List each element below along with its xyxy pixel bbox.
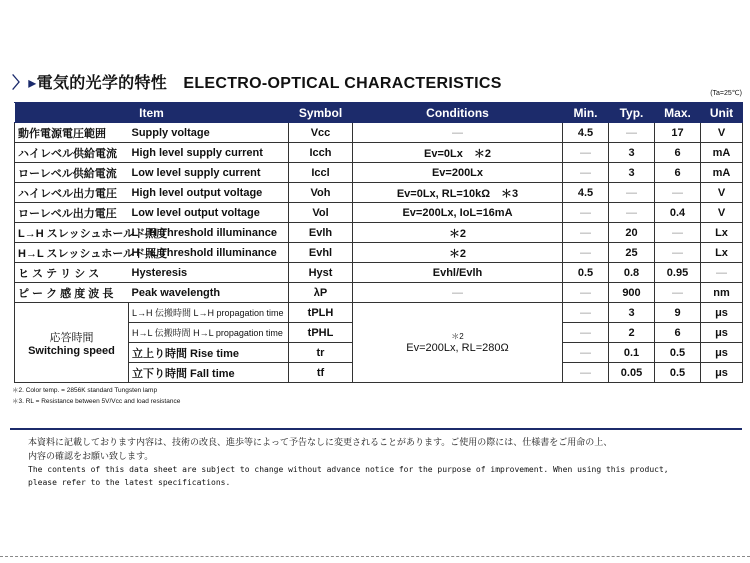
item-jp: ローレベル供給電流 <box>15 163 129 183</box>
cell: λP <box>289 283 353 303</box>
switching-jp: 応答時間 <box>49 331 94 344</box>
cell: 0.5 <box>655 343 701 363</box>
cell: — <box>563 343 609 363</box>
arrow-icon: 〉▸ <box>12 75 37 92</box>
page-bottom-rule <box>0 556 750 557</box>
cell: 0.8 <box>609 263 655 283</box>
notice-jp-2: 内容の確認をお願い致します。 <box>28 451 154 461</box>
notice-jp-1: 本資料に記載しております内容は、技術の改良、進歩等によって予告なしに変更されることがあります。ご使用の際には、仕様書をご用命の上、 <box>28 437 613 447</box>
switching-en: Switching speed <box>28 344 115 357</box>
characteristics-table <box>14 102 743 383</box>
item-jp: H→L スレッシュホールド照度 <box>15 243 129 263</box>
header-unit: Unit <box>701 103 743 123</box>
sub-item: 立下り時間 Fall time <box>129 363 289 383</box>
cell: — <box>609 183 655 203</box>
cell: V <box>701 183 743 203</box>
footnote-2: ＊2. Color temp. = 2856K standard Tungsten lamp <box>12 387 158 394</box>
cell: — <box>655 183 701 203</box>
cell: 0.4 <box>655 203 701 223</box>
cell: Evlh <box>289 223 353 243</box>
table-row <box>15 263 743 283</box>
cell: Voh <box>289 183 353 203</box>
cell: — <box>563 363 609 383</box>
cell: — <box>563 303 609 323</box>
note-ref: ＊2 <box>451 332 464 341</box>
item-jp: ヒ ス テ リ シ ス <box>15 263 129 283</box>
cell: mA <box>701 163 743 183</box>
cell: 9 <box>655 303 701 323</box>
table-row <box>15 223 743 243</box>
cell: Ev=0Lx, RL=10kΩ ＊3 <box>353 183 563 203</box>
cell: tPLH <box>289 303 353 323</box>
condition: Ev=200Lx, RL=280Ω <box>406 342 509 354</box>
cell: 25 <box>609 243 655 263</box>
item-jp: ピ ー ク 感 度 波 長 <box>15 283 129 303</box>
cell: 900 <box>609 283 655 303</box>
item-en: H→L Threshold illuminance <box>129 243 289 263</box>
cell: Ev=0Lx ＊2 <box>353 143 563 163</box>
cell: — <box>563 283 609 303</box>
cell: — <box>353 123 563 143</box>
cell: 4.5 <box>563 123 609 143</box>
cell: 17 <box>655 123 701 143</box>
table-row <box>15 203 743 223</box>
cell: ＊2 <box>353 223 563 243</box>
switching-speed-label <box>15 303 129 383</box>
sub-item: L→H 伝搬時間 L→H propagation time <box>129 303 289 323</box>
cell: — <box>563 163 609 183</box>
cell: 3 <box>609 163 655 183</box>
table-row <box>15 243 743 263</box>
header-symbol: Symbol <box>289 103 353 123</box>
item-en: Supply voltage <box>129 123 289 143</box>
cell: Iccl <box>289 163 353 183</box>
cell: 6 <box>655 323 701 343</box>
cell: V <box>701 203 743 223</box>
cell: — <box>655 283 701 303</box>
cell: 0.1 <box>609 343 655 363</box>
section-title <box>12 70 502 93</box>
cell: 20 <box>609 223 655 243</box>
cell: — <box>609 203 655 223</box>
table-row <box>15 163 743 183</box>
divider <box>10 428 742 430</box>
item-en: Peak wavelength <box>129 283 289 303</box>
table-row <box>15 303 743 323</box>
cell: — <box>655 243 701 263</box>
cell: 3 <box>609 143 655 163</box>
cell: μs <box>701 323 743 343</box>
item-jp: L→H スレッシュホールド照度 <box>15 223 129 243</box>
item-jp: ハイレベル供給電流 <box>15 143 129 163</box>
cell: μs <box>701 303 743 323</box>
cell: Lx <box>701 243 743 263</box>
cell: — <box>701 263 743 283</box>
cell: μs <box>701 343 743 363</box>
cell: Evhl/Evlh <box>353 263 563 283</box>
cell: tPHL <box>289 323 353 343</box>
header-conditions: Conditions <box>353 103 563 123</box>
table-row <box>15 123 743 143</box>
footnote-3: ＊3. RL = Resistance between 5V/Vcc and load resistance <box>12 398 181 405</box>
cell: mA <box>701 143 743 163</box>
cell: Ev=200Lx <box>353 163 563 183</box>
item-en: High level output voltage <box>129 183 289 203</box>
notice-en-1: The contents of this data sheet are subject to change without advance notice for the purpose of improvement. When using this product, <box>28 465 669 474</box>
ambient-temp: (Ta=25℃) <box>710 90 742 97</box>
cell: — <box>563 203 609 223</box>
cell: 2 <box>609 323 655 343</box>
cell: — <box>563 143 609 163</box>
switching-conditions <box>353 303 563 383</box>
cell: Icch <box>289 143 353 163</box>
cell: 0.5 <box>655 363 701 383</box>
cell: μs <box>701 363 743 383</box>
cell: Hyst <box>289 263 353 283</box>
sub-item: 立上り時間 Rise time <box>129 343 289 363</box>
item-en: Low level supply current <box>129 163 289 183</box>
cell: 0.5 <box>563 263 609 283</box>
cell: 0.05 <box>609 363 655 383</box>
title-en: ELECTRO-OPTICAL CHARACTERISTICS <box>183 75 502 92</box>
header-item: Item <box>15 103 289 123</box>
item-en: L→H Threshold illuminance <box>129 223 289 243</box>
title-jp: 電気的光学的特性 <box>36 75 168 92</box>
sub-item: H→L 伝搬時間 H→L propagation time <box>129 323 289 343</box>
item-en: Hysteresis <box>129 263 289 283</box>
cell: 6 <box>655 143 701 163</box>
header-max: Max. <box>655 103 701 123</box>
cell: tf <box>289 363 353 383</box>
item-jp: ローレベル出力電圧 <box>15 203 129 223</box>
item-jp: 動作電源電圧範囲 <box>15 123 129 143</box>
item-jp: ハイレベル出力電圧 <box>15 183 129 203</box>
notice-en-2: please refer to the latest specifications. <box>28 478 231 487</box>
cell: Vcc <box>289 123 353 143</box>
item-en: High level supply current <box>129 143 289 163</box>
cell: Lx <box>701 223 743 243</box>
table-row <box>15 283 743 303</box>
cell: 0.95 <box>655 263 701 283</box>
cell: 3 <box>609 303 655 323</box>
cell: — <box>563 223 609 243</box>
cell: — <box>563 323 609 343</box>
cell: — <box>609 123 655 143</box>
cell: — <box>655 223 701 243</box>
item-en: Low level output voltage <box>129 203 289 223</box>
cell: ＊2 <box>353 243 563 263</box>
cell: 6 <box>655 163 701 183</box>
cell: Ev=200Lx, IoL=16mA <box>353 203 563 223</box>
cell: Evhl <box>289 243 353 263</box>
table-header <box>15 103 743 123</box>
cell: tr <box>289 343 353 363</box>
cell: 4.5 <box>563 183 609 203</box>
cell: — <box>563 243 609 263</box>
header-min: Min. <box>563 103 609 123</box>
table-row <box>15 183 743 203</box>
cell: Vol <box>289 203 353 223</box>
cell: — <box>353 283 563 303</box>
header-typ: Typ. <box>609 103 655 123</box>
cell: V <box>701 123 743 143</box>
cell: nm <box>701 283 743 303</box>
table-row <box>15 143 743 163</box>
